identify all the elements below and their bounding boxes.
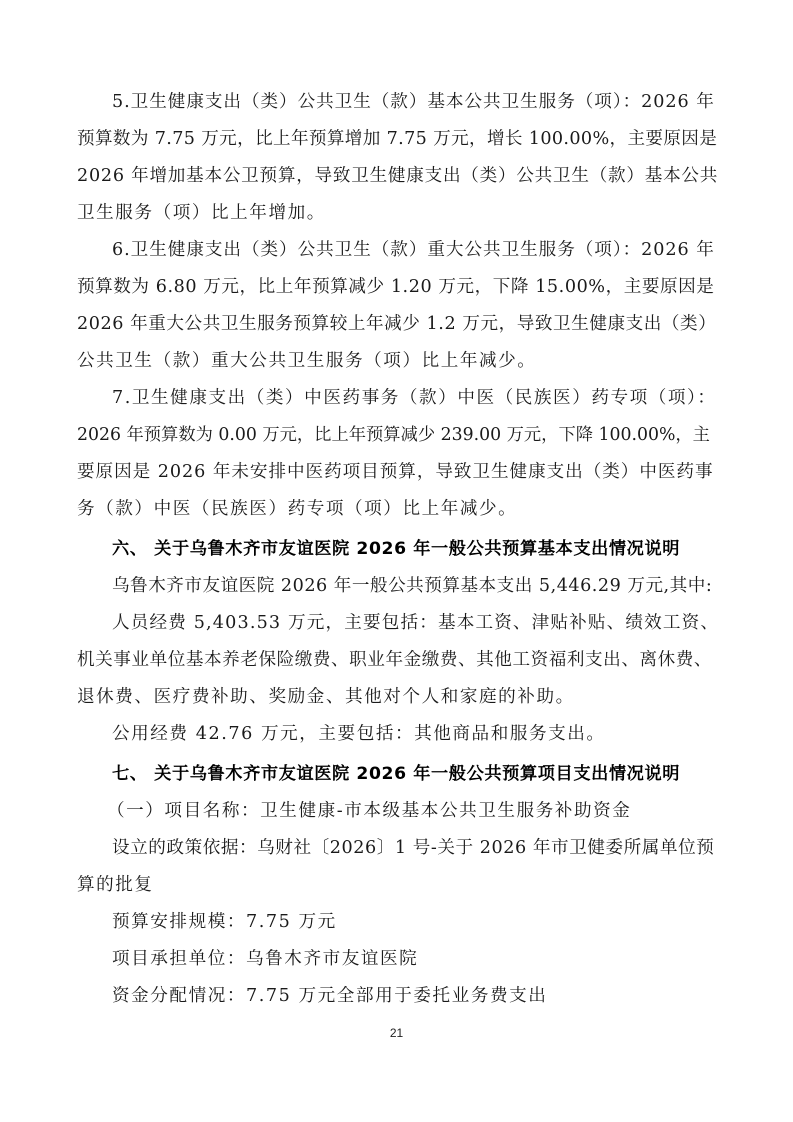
personnel-line-2: 机关事业单位基本养老保险缴费、职业年金缴费、其他工资福利支出、离休费、 xyxy=(77,650,713,670)
section6-summary: 乌鲁木齐市友谊医院 2026 年一般公共预算基本支出 5,446.29 万元,其中: xyxy=(112,576,713,596)
section7-heading: 七、 关于乌鲁木齐市友谊医院 2026 年一般公共预算项目支出情况说明 xyxy=(112,764,681,784)
item7-line-4: 务（款）中医（民族医）药专项（项）比上年减少。 xyxy=(77,499,518,519)
personnel-line-1: 人员经费 5,403.53 万元，主要包括：基本工资、津贴补贴、绩效工资、 xyxy=(112,613,720,633)
fund-allocation: 资金分配情况：7.75 万元全部用于委托业务费支出 xyxy=(112,986,548,1006)
item6-line-2: 预算数为 6.80 万元，比上年预算减少 1.20 万元，下降 15.00%，主要原因是 xyxy=(77,277,715,297)
item6-line-1: 6.卫生健康支出（类）公共卫生（款）重大公共卫生服务（项）：2026 年 xyxy=(112,240,715,260)
personnel-line-3: 退休费、医疗费补助、奖励金、其他对个人和家庭的补助。 xyxy=(77,687,575,707)
item7-line-3: 要原因是 2026 年未安排中医药项目预算，导致卫生健康支出（类）中医药事 xyxy=(77,462,714,482)
page-number: 21 xyxy=(389,1026,404,1040)
item5-line-1: 5.卫生健康支出（类）公共卫生（款）基本公共卫生服务（项）：2026 年 xyxy=(112,92,715,112)
item6-line-4: 公共卫生（款）重大公共卫生服务（项）比上年减少。 xyxy=(77,351,537,371)
item5-line-3: 2026 年增加基本公卫预算，导致卫生健康支出（类）公共卫生（款）基本公共 xyxy=(77,166,719,186)
policy-basis-line-1: 设立的政策依据：乌财社〔2026〕1 号-关于 2026 年市卫健委所属单位预 xyxy=(112,838,715,858)
item7-line-1: 7.卫生健康支出（类）中医药事务（款）中医（民族医）药专项（项）： xyxy=(112,388,717,408)
undertaking-unit: 项目承担单位：乌鲁木齐市友谊医院 xyxy=(112,949,419,969)
item5-line-4: 卫生服务（项）比上年增加。 xyxy=(77,203,326,223)
section6-heading: 六、 关于乌鲁木齐市友谊医院 2026 年一般公共预算基本支出情况说明 xyxy=(112,539,681,559)
public-expense-line: 公用经费 42.76 万元，主要包括：其他商品和服务支出。 xyxy=(112,724,606,744)
item6-line-3: 2026 年重大公共卫生服务预算较上年减少 1.2 万元，导致卫生健康支出（类） xyxy=(77,314,717,334)
item5-line-2: 预算数为 7.75 万元，比上年预算增加 7.75 万元，增长 100.00%，主要原因是 xyxy=(77,129,718,149)
budget-scale: 预算安排规模：7.75 万元 xyxy=(112,912,337,932)
item7-line-2: 2026 年预算数为 0.00 万元，比上年预算减少 239.00 万元，下降 100.00%，主 xyxy=(77,425,710,445)
policy-basis-line-2: 算的批复 xyxy=(77,875,154,895)
project-name: （一）项目名称：卫生健康-市本级基本公共卫生服务补助资金 xyxy=(107,801,632,821)
